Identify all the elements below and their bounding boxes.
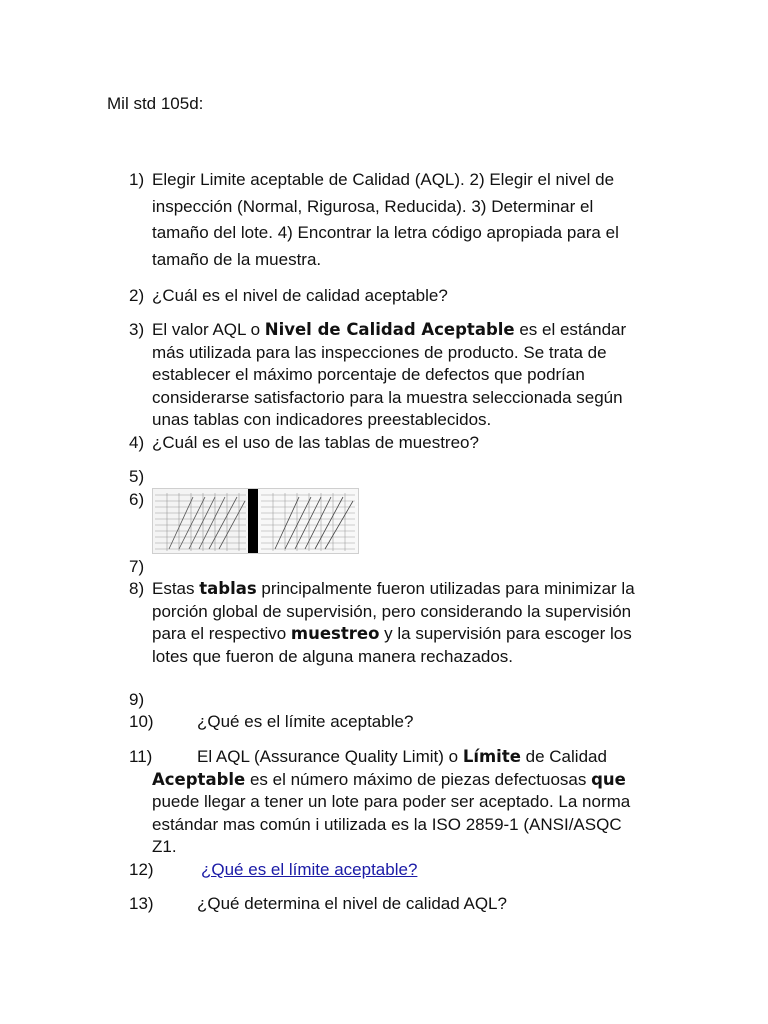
item-text: Elegir Limite aceptable de Calidad (AQL). 2) Elegir el nivel de inspección (Normal, Rigurosa, Reducida). 3) Determinar el tamaño del lote. 4) Encontrar la letra código apropiada para el tamaño de la muestra.	[152, 170, 619, 269]
document-heading: Mil std 105d:	[107, 94, 204, 113]
sampling-tables-image	[152, 488, 359, 554]
item-number: 5)	[129, 467, 145, 486]
item-text: El AQL (Assurance Quality Limit) o Límite de Calidad Aceptable es el número máximo de piezas defectuosas que puede llegar a tener un lote para poder ser aceptado. La norma estándar mas común i utilizada es la ISO 2859-1 (ANSI/ASQC Z1.	[152, 747, 631, 856]
item-text: Estas tablas principalmente fueron utilizadas para minimizar la porción global de supervisión, pero considerando la supervisión para el respectivo muestreo y la supervisión para escoger los lotes que fueron de alguna manera rechazados.	[152, 579, 635, 666]
item-number: 11)	[129, 747, 153, 766]
item-number: 2)	[129, 286, 145, 305]
item-number: 10)	[129, 712, 154, 731]
bold-term: que	[591, 769, 626, 789]
item-number: 9)	[129, 690, 145, 709]
question-link[interactable]: ¿Qué es el límite aceptable?	[201, 860, 418, 879]
sampling-tables-thumbnail-icon	[153, 489, 358, 553]
bold-term: Nivel de Calidad Aceptable	[264, 320, 515, 339]
item-number: 12)	[129, 860, 154, 879]
item-text: ¿Cuál es el nivel de calidad aceptable?	[152, 286, 448, 305]
item-text: ¿Qué es el límite aceptable?	[197, 712, 414, 731]
item-number: 8)	[129, 579, 145, 598]
item-number: 4)	[129, 433, 145, 452]
item-number: 7)	[129, 557, 145, 576]
bold-term: Aceptable	[152, 769, 246, 789]
item-text: ¿Qué determina el nivel de calidad AQL?	[197, 894, 507, 913]
item-number: 3)	[129, 320, 145, 339]
item-number: 6)	[129, 490, 145, 509]
item-text: ¿Cuál es el uso de las tablas de muestreo?	[152, 433, 479, 452]
item-number: 1)	[129, 170, 145, 189]
bold-term: tablas	[199, 579, 257, 598]
bold-term: Límite	[462, 747, 521, 766]
item-number: 13)	[129, 894, 154, 913]
item-text: El valor AQL o Nivel de Calidad Aceptable es el estándar más utilizada para las inspecciones de producto. Se trata de establecer el máximo porcentaje de defectos que podrían considerarse satisfactorio para la muestra seleccionada según unas tablas con indicadores preestablecidos.	[152, 320, 627, 429]
bold-term: muestreo	[290, 624, 380, 643]
